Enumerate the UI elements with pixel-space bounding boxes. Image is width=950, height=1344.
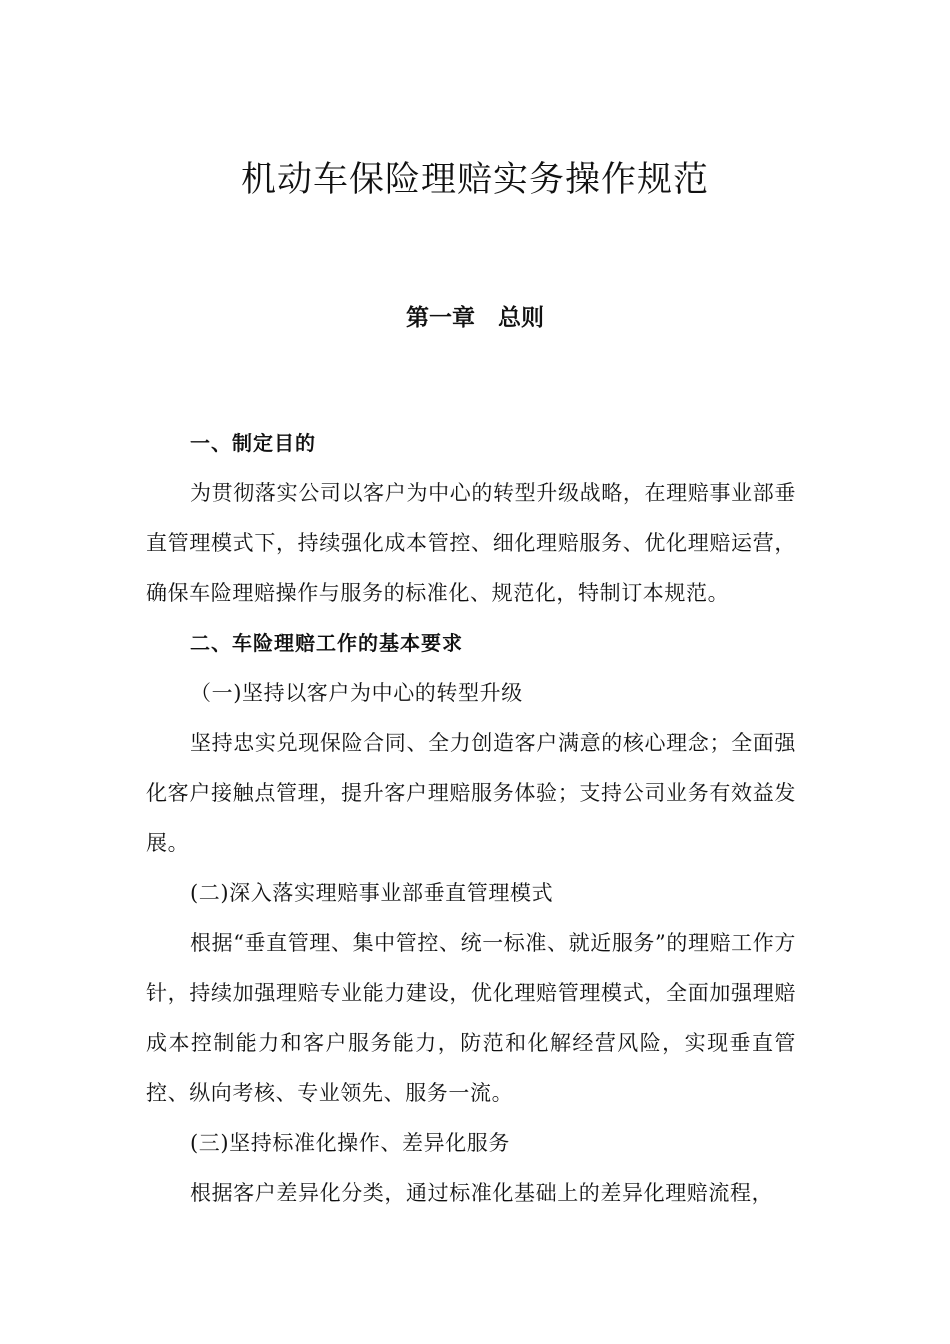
paragraph-vertical-management: 根据“垂直管理、集中管控、统一标准、就近服务”的理赔工作方针，持续加强理赔专业能力建设，优化理赔管理模式，全面加强理赔成本控制能力和客户服务能力，防范和化解经营风险，实现垂直管控、纵向考核、专业领先、服务一流。 [146,931,796,1105]
section-heading-requirements: 二、车险理赔工作的基本要求 [190,631,463,655]
section-heading-purpose: 一、制定目的 [190,431,316,455]
chapter-title: 第一章 总则 [406,305,544,331]
document-title: 机动车保险理赔实务操作规范 [240,160,709,200]
subsection-heading-vertical-management: (二)深入落实理赔事业部垂直管理模式 [190,881,554,905]
paragraph-purpose: 为贯彻落实公司以客户为中心的转型升级战略，在理赔事业部垂直管理模式下，持续强化成本管控、细化理赔服务、优化理赔运营，确保车险理赔操作与服务的标准化、规范化，特制订本规范。 [146,481,796,605]
paragraph-customer-centric: 坚持忠实兑现保险合同、全力创造客户满意的核心理念；全面强化客户接触点管理，提升客户理赔服务体验；支持公司业务有效益发展。 [146,731,796,855]
document-body [146,418,796,1218]
subsection-heading-customer-centric: （一)坚持以客户为中心的转型升级 [190,681,523,705]
paragraph-standardization: 根据客户差异化分类，通过标准化基础上的差异化理赔流程， [190,1181,774,1205]
subsection-heading-standardization: (三)坚持标准化操作、差异化服务 [190,1131,510,1155]
